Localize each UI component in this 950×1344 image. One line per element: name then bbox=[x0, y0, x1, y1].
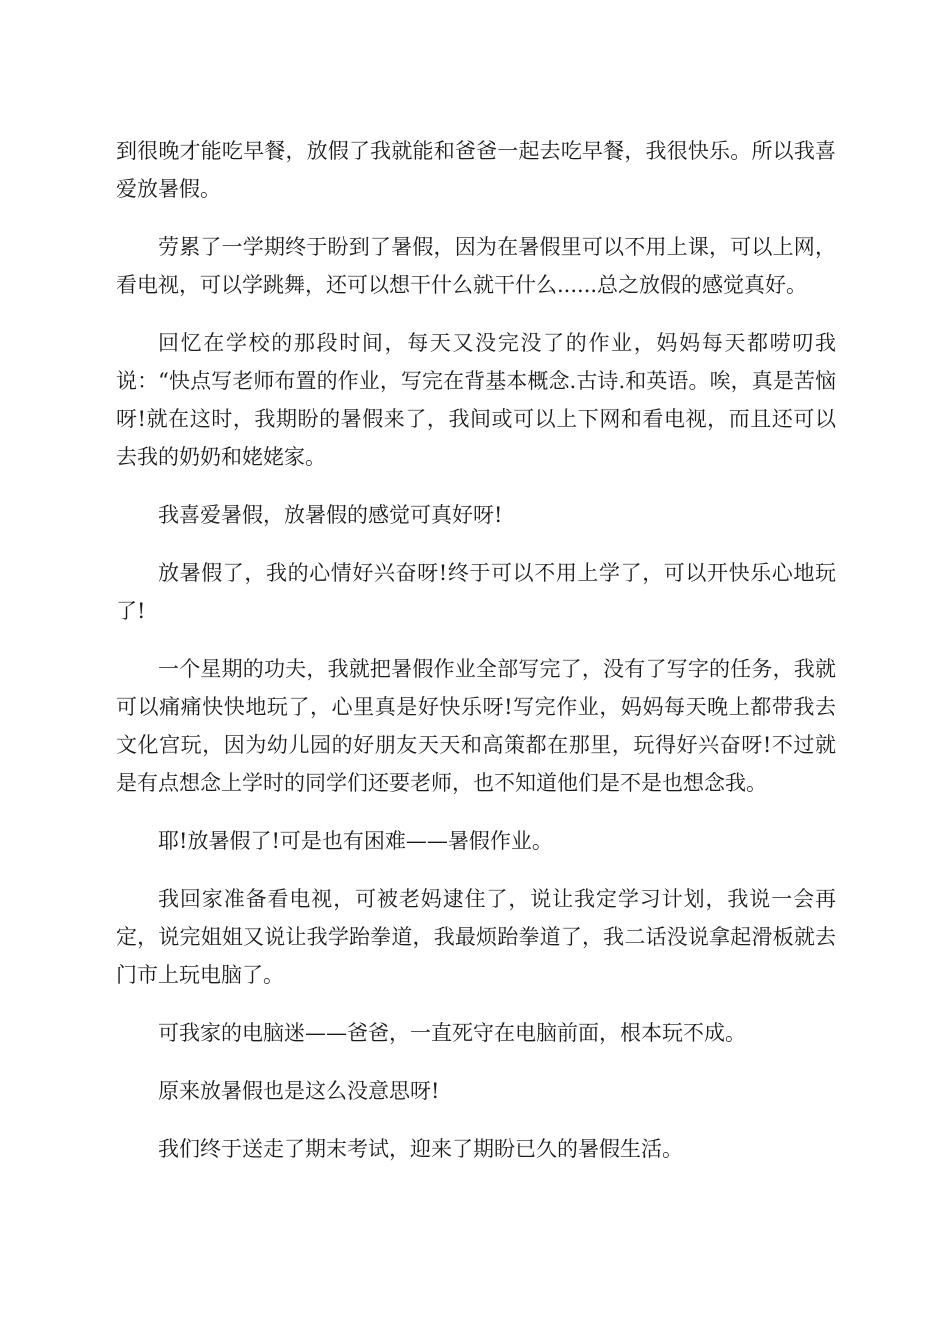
paragraph-6: 一个星期的功夫，我就把暑假作业全部写完了，没有了写字的任务，我就可以痛痛快快地玩了，心里真是好快乐呀!写完作业，妈妈每天晚上都带我去文化宫玩，因为幼儿园的好朋友天天和高策都在那里，玩得好兴奋呀!不过就是有点想念上学时的同学们还要老师，也不知道他们是不是也想念我。 bbox=[116, 657, 836, 795]
document-body bbox=[116, 132, 836, 1188]
paragraph-9: 可我家的电脑迷——爸爸，一直死守在电脑前面，根本玩不成。 bbox=[158, 1021, 746, 1045]
paragraph-5: 放暑假了，我的心情好兴奋呀!终于可以不用上学了，可以开快乐心地玩了! bbox=[116, 561, 836, 623]
paragraph-3: 回忆在学校的那段时间，每天又没完没了的作业，妈妈每天都唠叨我说：“快点写老师布置的作业，写完在背基本概念.古诗.和英语。唉，真是苦恼呀!就在这时，我期盼的暑假来了，我间或可以上下网和看电视，而且还可以去我的奶奶和姥姥家。 bbox=[116, 331, 836, 469]
paragraph-4: 我喜爱暑假，放暑假的感觉可真好呀! bbox=[158, 503, 503, 527]
paragraph-7: 耶!放暑假了!可是也有困难——暑假作业。 bbox=[158, 829, 553, 853]
paragraph-2: 劳累了一学期终于盼到了暑假，因为在暑假里可以不用上课，可以上网，看电视，可以学跳舞，还可以想干什么就干什么......总之放假的感觉真好。 bbox=[116, 235, 836, 297]
paragraph-11: 我们终于送走了期末考试，迎来了期盼已久的暑假生活。 bbox=[158, 1137, 683, 1161]
paragraph-10: 原来放暑假也是这么没意思呀! bbox=[158, 1079, 440, 1103]
paragraph-8: 我回家准备看电视，可被老妈逮住了，说让我定学习计划，我说一会再定，说完姐姐又说让我学跆拳道，我最烦跆拳道了，我二话没说拿起滑板就去门市上玩电脑了。 bbox=[116, 887, 836, 987]
paragraph-1: 到很晚才能吃早餐，放假了我就能和爸爸一起去吃早餐，我很快乐。所以我喜爱放暑假。 bbox=[116, 139, 836, 201]
